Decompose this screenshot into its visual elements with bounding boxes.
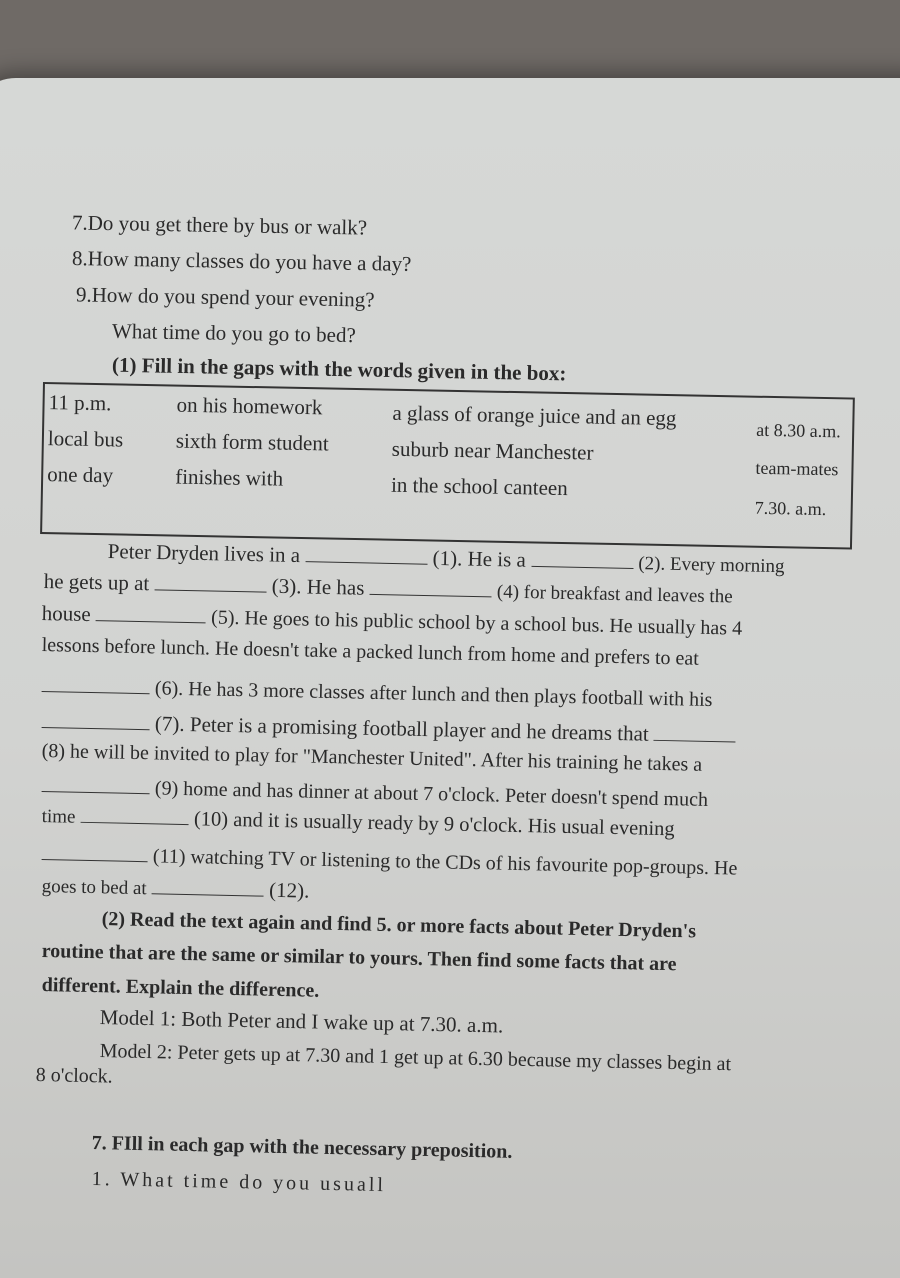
question-9: 9.How do you spend your evening? (75, 282, 375, 312)
word-box-item: team-mates (755, 457, 839, 480)
exercise-2-heading: (2) Read the text again and find 5. or more facts about Peter Dryden's (101, 907, 697, 943)
exercise-7-item-1: 1. What time do you usuall (91, 1167, 387, 1197)
text-segment: goes to bed at (41, 875, 147, 900)
word-box-item: finishes with (174, 464, 284, 491)
text-line-11 (41, 872, 309, 906)
gap-2[interactable] (531, 548, 633, 569)
text-line-7: (8) he will be invited to play for "Manchester United". After his training he takes a (41, 739, 703, 776)
model-2-continued: 8 o'clock. (35, 1063, 113, 1088)
text-segment: time (41, 805, 76, 828)
text-segment: (10) and it is usually ready by 9 o'clock. His usual evening (193, 808, 675, 841)
word-box-item: in the school canteen (390, 472, 568, 501)
gap-4[interactable] (370, 576, 492, 598)
word-box-item: local bus (47, 426, 124, 452)
exercise-1-heading: (1) Fill in the gaps with the words given in the box: (111, 352, 567, 386)
word-box-item: a glass of orange juice and an egg (392, 400, 677, 431)
text-segment: (2). Every morning (638, 553, 785, 578)
text-segment: (1). He is a (432, 545, 527, 572)
word-box (40, 382, 855, 550)
word-box-item: suburb near Manchester (391, 436, 594, 465)
gap-11[interactable] (42, 841, 148, 862)
gap-8[interactable] (654, 722, 736, 743)
gap-1[interactable] (305, 543, 427, 565)
word-box-item: 7.30. a.m. (754, 497, 827, 520)
gap-10[interactable] (81, 804, 189, 825)
gap-7[interactable] (42, 709, 150, 730)
question-9-continued: What time do you go to bed? (111, 318, 356, 348)
question-7: 7.Do you get there by bus or walk? (71, 210, 368, 240)
text-segment: he gets up at (43, 568, 150, 596)
word-box-item: on his homework (176, 392, 323, 420)
word-box-item: at 8.30 a.m. (756, 419, 841, 442)
exercise-2-heading-line-3: different. Explain the difference. (41, 973, 320, 1002)
text-line-5 (41, 672, 712, 713)
text-segment: Peter Dryden lives in a (107, 538, 301, 568)
word-box-item: sixth form student (175, 428, 329, 456)
text-segment: (9) home and has dinner at about 7 o'clock. Peter doesn't spend much (154, 777, 709, 811)
model-1: Model 1: Both Peter and I wake up at 7.30. a.m. (99, 1004, 504, 1038)
text-segment: (5). He goes to his public school by a school bus. He usually has 4 (210, 606, 743, 640)
text-segment: (11) watching TV or listening to the CDs of his favourite pop-groups. He (152, 845, 738, 880)
text-segment: (7). Peter is a promising football player and he dreams that (154, 711, 650, 746)
exercise-7-heading: 7. FIll in each gap with the necessary preposition. (91, 1131, 513, 1163)
text-segment: house (41, 600, 91, 627)
text-segment: (4) for breakfast and leaves the (496, 581, 733, 608)
model-2: Model 2: Peter gets up at 7.30 and 1 get up at 6.30 because my classes begin at (99, 1039, 732, 1076)
gap-6[interactable] (42, 673, 150, 694)
text-segment: (12). (268, 877, 310, 903)
question-8: 8.How many classes do you have a day? (71, 246, 412, 276)
gap-3[interactable] (154, 571, 266, 592)
text-segment: (3). He has (271, 573, 365, 600)
gap-12[interactable] (152, 875, 264, 896)
text-line-4: lessons before lunch. He doesn't take a packed lunch from home and prefers to eat (41, 633, 700, 670)
word-box-item: one day (47, 462, 114, 488)
gap-9[interactable] (42, 773, 150, 794)
exercise-2-heading-line-2: routine that are the same or similar to yours. Then find some facts that are (41, 939, 677, 976)
word-box-item: 11 p.m. (48, 390, 112, 416)
text-segment: (6). He has 3 more classes after lunch and then plays football with his (154, 677, 713, 712)
gap-5[interactable] (96, 602, 206, 623)
